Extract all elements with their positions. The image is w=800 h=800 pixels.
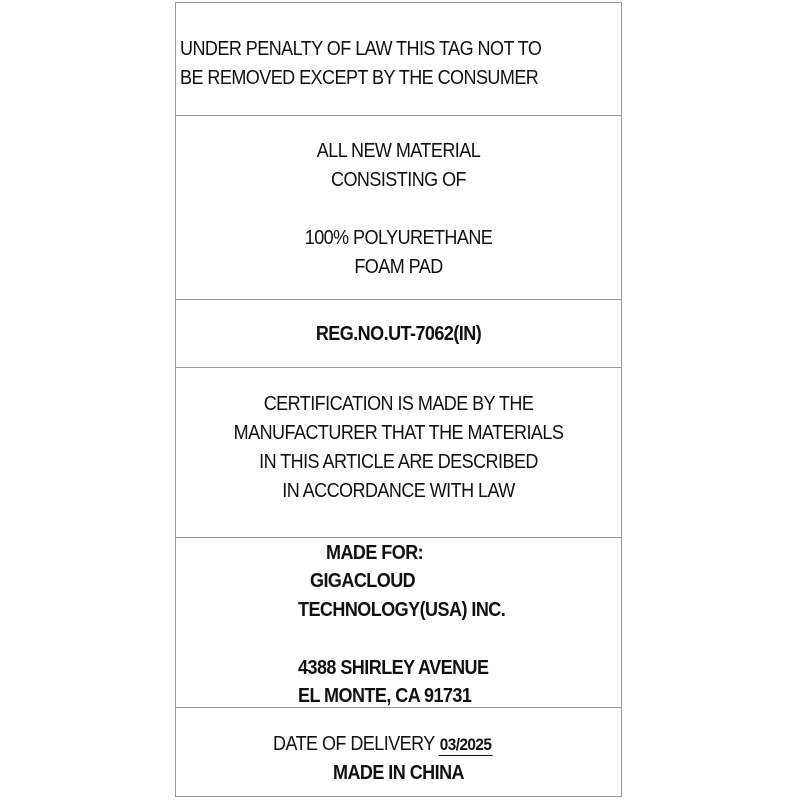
registration-section xyxy=(176,299,621,367)
certification-line-3: IN THIS ARTICLE ARE DESCRIBED xyxy=(259,451,538,473)
material-line-3: 100% POLYURETHANE xyxy=(304,227,493,249)
warning-line-1: UNDER PENALTY OF LAW THIS TAG NOT TO xyxy=(180,38,542,60)
delivery-date-label: DATE OF DELIVERY xyxy=(273,733,435,755)
certification-line-2: MANUFACTURER THAT THE MATERIALS xyxy=(233,422,564,444)
warning-section xyxy=(176,2,621,115)
made-for-section xyxy=(176,537,621,707)
company-name-line-2: TECHNOLOGY(USA) INC. xyxy=(298,599,506,621)
registration-number: REG.NO.UT-7062(IN) xyxy=(315,323,482,345)
material-line-4: FOAM PAD xyxy=(354,256,443,278)
country-of-origin: MADE IN CHINA xyxy=(333,762,464,784)
made-for-label: MADE FOR: xyxy=(326,542,424,564)
company-name-line-1: GIGACLOUD xyxy=(310,570,416,592)
material-line-1: ALL NEW MATERIAL xyxy=(316,140,481,162)
certification-section xyxy=(176,367,621,537)
delivery-section xyxy=(176,707,621,797)
delivery-date-value: 03/2025 xyxy=(439,735,492,754)
certification-line-1: CERTIFICATION IS MADE BY THE xyxy=(263,393,534,415)
law-tag xyxy=(175,2,622,797)
address-line-1: 4388 SHIRLEY AVENUE xyxy=(298,657,489,679)
address-line-2: EL MONTE, CA 91731 xyxy=(298,685,472,707)
material-section xyxy=(176,115,621,299)
warning-line-2: BE REMOVED EXCEPT BY THE CONSUMER xyxy=(180,67,539,89)
certification-line-4: IN ACCORDANCE WITH LAW xyxy=(282,480,515,502)
material-line-2: CONSISTING OF xyxy=(331,169,466,191)
delivery-row xyxy=(273,732,492,756)
